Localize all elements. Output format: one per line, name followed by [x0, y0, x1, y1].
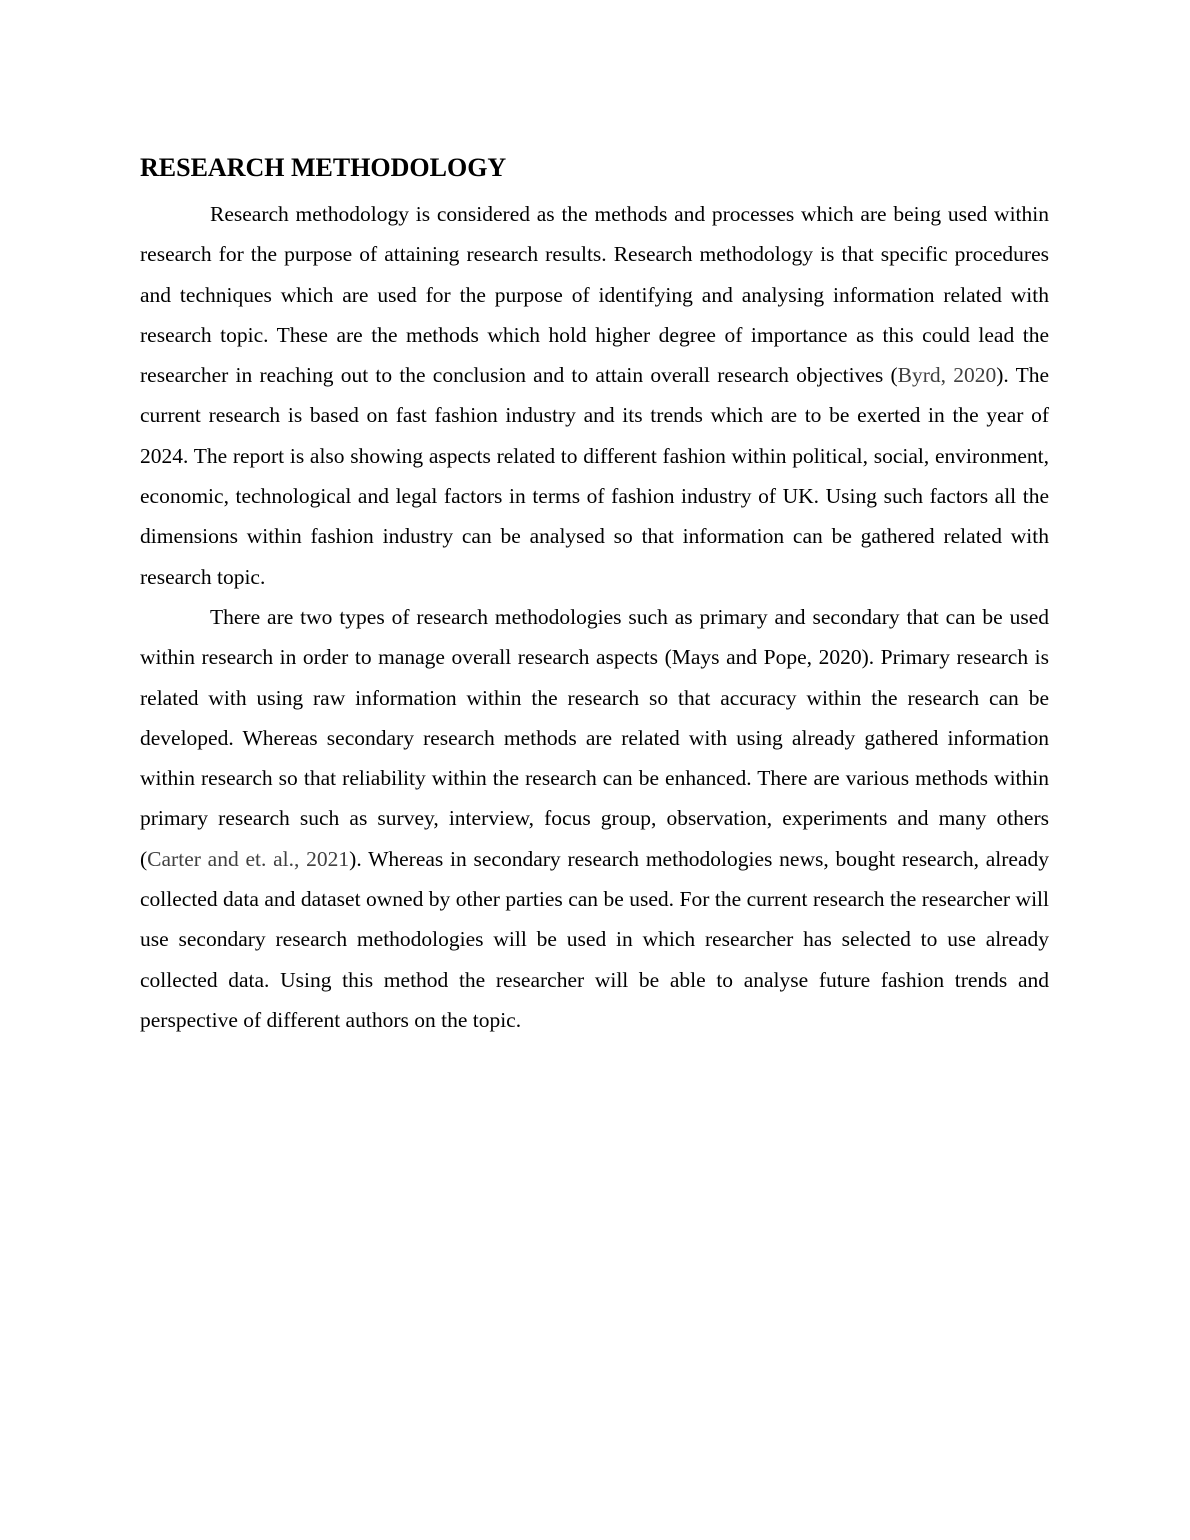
- citation-byrd: Byrd, 2020: [897, 363, 997, 388]
- citation-carter: Carter and et. al., 2021: [147, 846, 350, 871]
- paragraph-2: [140, 597, 1049, 1040]
- document-body: [140, 148, 1049, 1040]
- section-heading: RESEARCH METHODOLOGY: [140, 153, 507, 182]
- paragraph-2-text-b: ). Whereas in secondary research methodologies news, bought research, already collected data and dataset owned by other parties can be used. For the current research the researcher will use secondary research methodologies will be used in which researcher has selected to use already collected data. Using this method the researcher will be able to analyse future fashion trends and perspective of different authors on the topic.: [140, 846, 1049, 1032]
- paragraph-1: [140, 194, 1049, 597]
- paragraph-1-text-b: ). The current research is based on fast fashion industry and its trends which are to be exerted in the year of 2024. The report is also showing aspects related to different fashion within political, social, environment, economic, technological and legal factors in terms of fashion industry of UK. Using such factors all the dimensions within fashion industry can be analysed so that information can be gathered related with research topic.: [140, 363, 1049, 589]
- paragraph-2-text-a: There are two types of research methodologies such as primary and secondary that can be used within research in order to manage overall research aspects (Mays and Pope, 2020). Primary research is related with using raw information within the research so that accuracy within the research can be developed. Whereas secondary research methods are related with using already gathered information within research so that reliability within the research can be enhanced. There are various methods within primary research such as survey, interview, focus group, observation, experiments and many others (: [140, 604, 1049, 871]
- paragraph-1-text-a: Research methodology is considered as the methods and processes which are being used within research for the purpose of attaining research results. Research methodology is that specific procedures and techniques which are used for the purpose of identifying and analysing information related with research topic. These are the methods which hold higher degree of importance as this could lead the researcher in reaching out to the conclusion and to attain overall research objectives (: [140, 202, 1049, 388]
